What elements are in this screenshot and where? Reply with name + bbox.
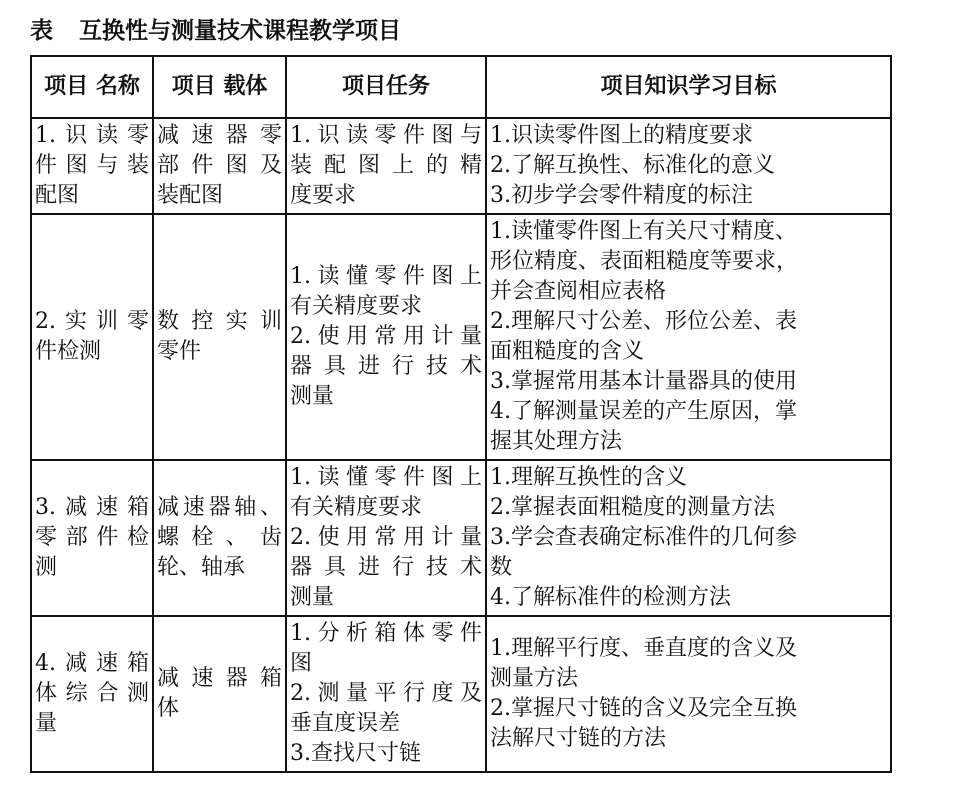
table-row (31, 460, 891, 616)
cell-project-carrier: 减速器轴、 螺栓、齿 轮、轴承 (153, 460, 286, 616)
header-row (31, 56, 891, 118)
course-table (30, 55, 892, 773)
table-row (31, 118, 891, 214)
table-row (31, 616, 891, 772)
cell-project-tasks: 1.读懂零件图上 有关精度要求 2.使用常用计量 器具进行技术 测量 (286, 460, 486, 616)
cell-project-tasks: 1.读懂零件图上 有关精度要求 2.使用常用计量 器具进行技术 测量 (286, 214, 486, 460)
cell-project-carrier: 减速器零 部件图及 装配图 (153, 118, 286, 214)
cell-learning-goals: 1.理解平行度、垂直度的含义及 测量方法 2.掌握尺寸链的含义及完全互换 法解尺寸链的方法 (486, 616, 891, 772)
cell-learning-goals: 1.读懂零件图上有关尺寸精度、 形位精度、表面粗糙度等要求， 并会查阅相应表格 2.理解尺寸公差、形位公差、表 面粗糙度的含义 3.掌握常用基本计量器具的使用 4.了解测量误差的产生原因，掌 握其处理方法 (486, 214, 891, 460)
header-project-carrier: 项目 载体 (153, 56, 286, 118)
cell-project-carrier: 数控实训 零件 (153, 214, 286, 460)
cell-project-name: 4.减速箱 体综合测 量 (31, 616, 153, 772)
cell-project-name: 2.实训零 件检测 (31, 214, 153, 460)
cell-project-carrier: 减速器箱 体 (153, 616, 286, 772)
cell-project-tasks: 1.识读零件图与 装配图上的精 度要求 (286, 118, 486, 214)
caption-label: 表 (30, 18, 53, 44)
cell-project-tasks: 1.分析箱体零件 图 2.测量平行度及 垂直度误差 3.查找尺寸链 (286, 616, 486, 772)
cell-learning-goals: 1.理解互换性的含义 2.掌握表面粗糙度的测量方法 3.学会查表确定标准件的几何参 数 4.了解标准件的检测方法 (486, 460, 891, 616)
caption-title: 互换性与测量技术课程教学项目 (79, 18, 401, 44)
table-row (31, 214, 891, 460)
table-caption (30, 16, 401, 46)
cell-project-name: 3.减速箱 零部件检 测 (31, 460, 153, 616)
header-learning-goals: 项目知识学习目标 (486, 56, 891, 118)
cell-learning-goals: 1.识读零件图上的精度要求 2.了解互换性、标准化的意义 3.初步学会零件精度的标注 (486, 118, 891, 214)
cell-project-name: 1.识读零 件图与装 配图 (31, 118, 153, 214)
header-project-tasks: 项目任务 (286, 56, 486, 118)
header-project-name: 项目 名称 (31, 56, 153, 118)
